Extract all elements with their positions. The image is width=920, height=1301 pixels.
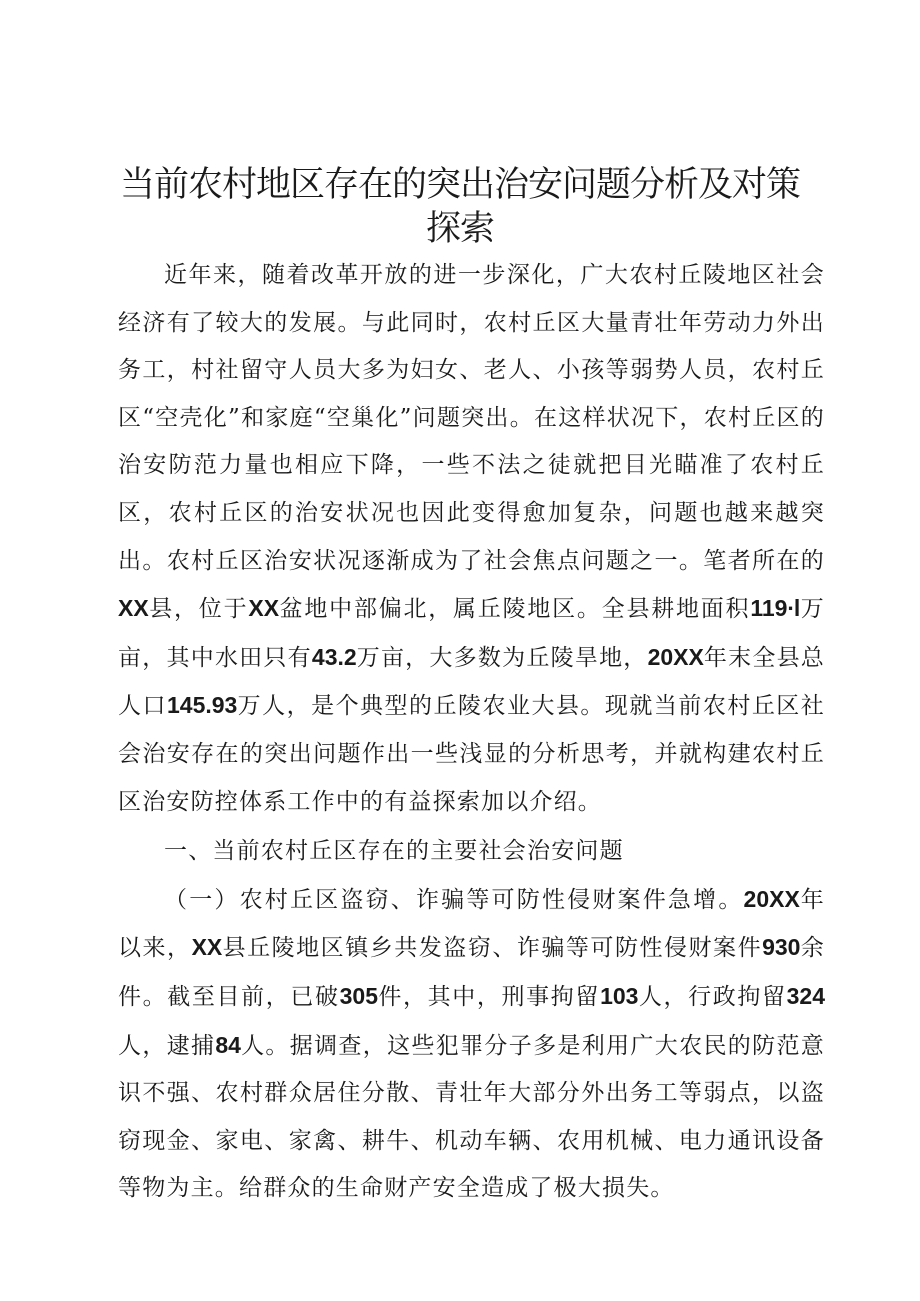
inline-number: 103 bbox=[600, 982, 639, 1009]
inline-number: 930 bbox=[762, 934, 801, 961]
inline-number: XX bbox=[248, 595, 280, 622]
subsection1-paragraph: （一）农村丘区盗窃、诈骗等可防性侵财案件急增。20XX年以来，XX县丘陵地区镇乡共发盗窃、诈骗等可防性侵财案件930余件。截至目前，已破305件，其中，刑事拘留103人，行政拘留324人，逮捕84人。据调查，这些犯罪分子多是利用广大农民的防范意识不强、农村群众居住分散、青壮年大部分外出务工等弱点，以盗窃现金、家电、家禽、耕牛、机动车辆、农用机械、电力通讯设备等物为主。给群众的生命财产安全造成了极大损失。 bbox=[118, 885, 825, 1202]
inline-number: 145.93 bbox=[166, 692, 238, 719]
inline-number: 20XX bbox=[647, 643, 704, 670]
document-title-line2: 探索 bbox=[425, 209, 494, 249]
inline-number: XX bbox=[191, 934, 223, 961]
inline-number: XX bbox=[118, 595, 149, 622]
inline-number: 20XX bbox=[743, 885, 800, 912]
inline-number: 324 bbox=[786, 982, 825, 1009]
inline-number: 84 bbox=[215, 1031, 241, 1058]
inline-number: 305 bbox=[339, 982, 378, 1009]
inline-number: 43.2 bbox=[311, 643, 357, 670]
document-body bbox=[118, 252, 825, 1213]
section1-heading: 一、当前农村丘区存在的主要社会治安问题 bbox=[164, 838, 624, 865]
document-title-line1: 当前农村地区存在的突出治安问题分析及对策 bbox=[119, 165, 800, 205]
inline-number: 119∙l bbox=[750, 595, 801, 622]
intro-paragraph: 近年来，随着改革开放的进一步深化，广大农村丘陵地区社会经济有了较大的发展。与此同时，农村丘区大量青壮年劳动力外出务工，村社留守人员大多为妇女、老人、小孩等弱势人员，农村丘区“空壳化”和家庭“空巢化”问题突出。在这样状况下，农村丘区的治安防范力量也相应下降，一些不法之徒就把目光瞄准了农村丘区，农村丘区的治安状况也因此变得愈加复杂，问题也越来越突出。农村丘区治安状况逐渐成为了社会焦点问题之一。笔者所在的XX县，位于XX盆地中部偏北，属丘陵地区。全县耕地面积119∙l万亩，其中水田只有43.2万亩，大多数为丘陵旱地，20XX年末全县总人口145.93万人，是个典型的丘陵农业大县。现就当前农村丘区社会治安存在的突出问题作出一些浅显的分析思考，并就构建农村丘区治安防控体系工作中的有益探索加以介绍。 bbox=[118, 262, 826, 815]
